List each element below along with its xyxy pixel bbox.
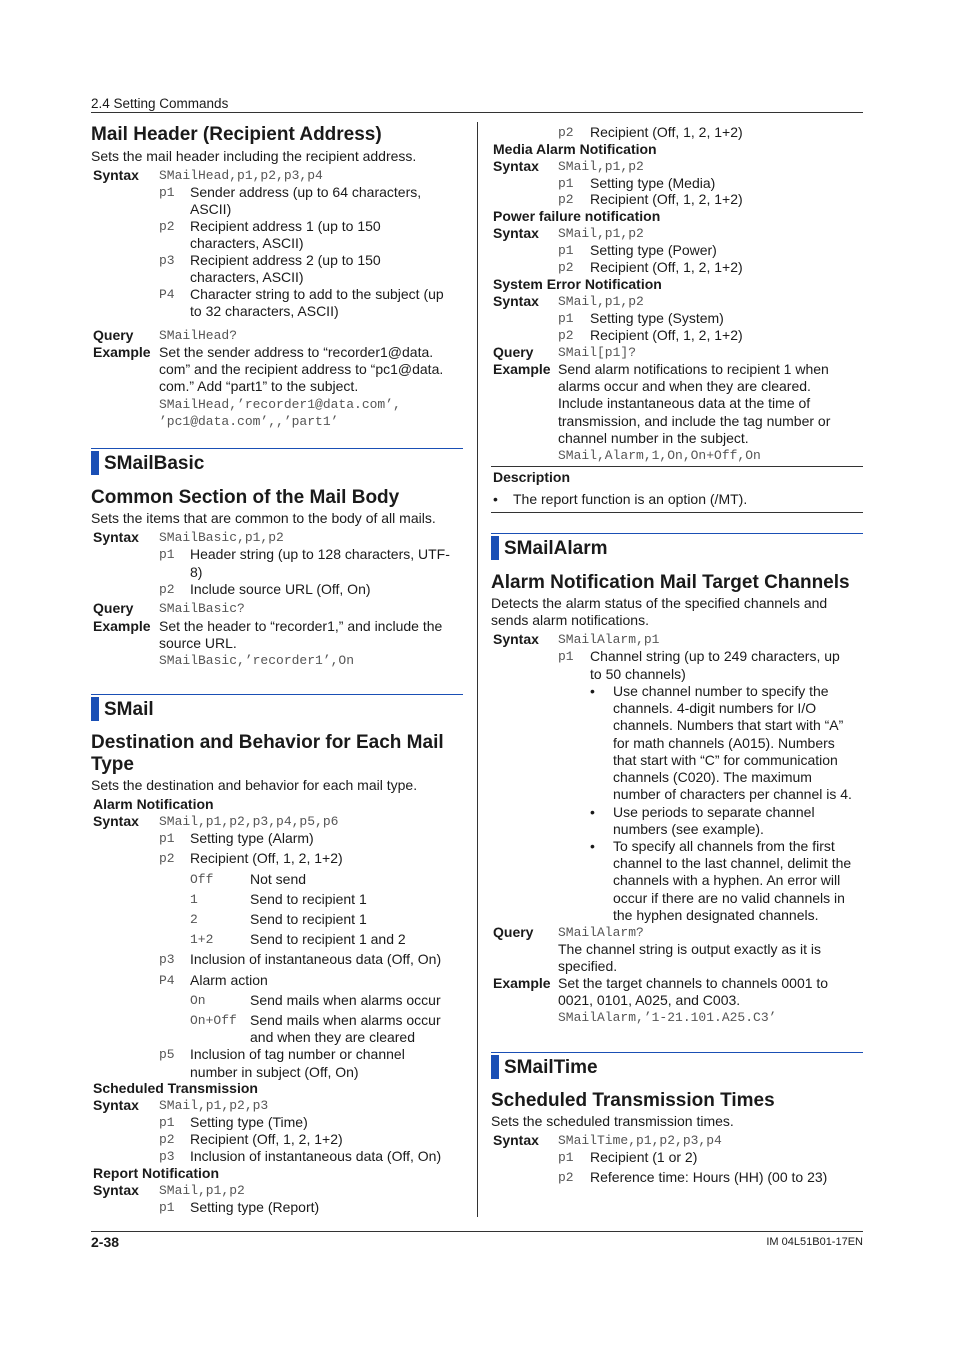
code-text: p3 bbox=[159, 1149, 175, 1164]
body-text: Setting type (Alarm) bbox=[190, 830, 314, 846]
running-header: 2.4 Setting Commands bbox=[91, 96, 229, 111]
code-text: SMail,p1,p2 bbox=[558, 226, 644, 241]
code-text: SMailAlarm? bbox=[558, 925, 644, 940]
field-label: Syntax bbox=[493, 158, 539, 174]
body-text: characters, ASCII) bbox=[190, 235, 304, 251]
field-label: Scheduled Transmission bbox=[93, 1080, 258, 1096]
code-text: SMailHead,p1,p2,p3,p4 bbox=[159, 168, 323, 183]
body-text: Send to recipient 1 and 2 bbox=[250, 931, 406, 947]
field-label: Example bbox=[93, 618, 151, 634]
body-text: Inclusion of instantaneous data (Off, On) bbox=[190, 1148, 442, 1164]
field-label: Syntax bbox=[93, 167, 139, 183]
field-label: Syntax bbox=[493, 631, 539, 647]
code-text: On bbox=[190, 993, 206, 1008]
code-text: SMail,p1,p2,p3 bbox=[159, 1098, 269, 1113]
body-text: Header string (up to 128 characters, UTF- bbox=[190, 546, 450, 562]
section-title: SMailTime bbox=[504, 1057, 598, 1078]
field-label: Syntax bbox=[493, 225, 539, 241]
code-text: p1 bbox=[159, 831, 175, 846]
section-marker bbox=[91, 451, 99, 475]
code-text: SMail,p1,p2,p3,p4,p5,p6 bbox=[159, 814, 339, 829]
code-text: p2 bbox=[159, 219, 175, 234]
code-text: SMail,p1,p2 bbox=[159, 1183, 245, 1198]
section-title: SMail bbox=[104, 699, 154, 720]
field-label: Power failure notification bbox=[493, 208, 661, 224]
field-label: Syntax bbox=[93, 813, 139, 829]
body-text: Recipient (Off, 1, 2, 1+2) bbox=[190, 850, 343, 866]
body-text: channel number in the subject. bbox=[558, 430, 749, 446]
horizontal-rule bbox=[491, 512, 863, 513]
body-text: Include instantaneous data at the time of bbox=[558, 395, 811, 411]
body-text: Sets the items that are common to the body of all mails. bbox=[91, 510, 436, 526]
column-divider bbox=[477, 122, 478, 1217]
code-text: 2 bbox=[190, 912, 198, 927]
body-text: Use channel number to specify the bbox=[613, 683, 829, 699]
section-rule bbox=[491, 1052, 863, 1053]
code-text: p2 bbox=[159, 582, 175, 597]
body-text: Setting type (System) bbox=[590, 310, 724, 326]
body-text: Inclusion of tag number or channel bbox=[190, 1046, 405, 1062]
body-text: Not send bbox=[250, 871, 307, 887]
body-text: characters, ASCII) bbox=[190, 269, 304, 285]
body-text: Inclusion of instantaneous data (Off, On) bbox=[190, 951, 442, 967]
header-rule bbox=[91, 112, 863, 113]
section-rule bbox=[91, 694, 463, 695]
body-text: Recipient address 2 (up to 150 bbox=[190, 252, 381, 268]
topic-heading: Alarm Notification Mail Target Channels bbox=[491, 572, 850, 593]
body-text: for math channels (A015). Numbers bbox=[613, 735, 835, 751]
code-text: SMailBasic,’recorder1’,On bbox=[159, 653, 355, 668]
code-text: p1 bbox=[159, 547, 175, 562]
section-marker bbox=[91, 697, 99, 721]
code-text: p1 bbox=[558, 176, 574, 191]
code-text: p2 bbox=[159, 1132, 175, 1147]
body-text: Setting type (Report) bbox=[190, 1199, 320, 1215]
code-text: p1 bbox=[558, 649, 574, 664]
body-text: Sets the destination and behavior for each mail type. bbox=[91, 777, 418, 793]
page-number: 2-38 bbox=[91, 1234, 120, 1250]
code-text: SMailAlarm,’1-21.101.A25.C3’ bbox=[558, 1010, 777, 1025]
code-text: p1 bbox=[159, 185, 175, 200]
code-text: 1 bbox=[190, 892, 198, 907]
code-text: SMailBasic? bbox=[159, 601, 245, 616]
body-text: Sender address (up to 64 characters, bbox=[190, 184, 422, 200]
field-label: Alarm Notification bbox=[93, 796, 214, 812]
section-marker bbox=[491, 1055, 499, 1079]
body-text: Set the header to “recorder1,” and include the bbox=[159, 618, 443, 634]
code-text: P4 bbox=[159, 973, 175, 988]
body-text: Send to recipient 1 bbox=[250, 911, 367, 927]
body-text: Recipient address 1 (up to 150 bbox=[190, 218, 381, 234]
code-text: SMailBasic,p1,p2 bbox=[159, 530, 284, 545]
body-text: alarms occur and when they are cleared. bbox=[558, 378, 811, 394]
body-text: • bbox=[590, 683, 595, 699]
body-text: Character string to add to the subject (up bbox=[190, 286, 444, 302]
code-text: p1 bbox=[558, 1150, 574, 1165]
body-text: Setting type (Power) bbox=[590, 242, 717, 258]
section-rule bbox=[91, 448, 463, 449]
body-text: 8) bbox=[190, 564, 203, 580]
field-label: Media Alarm Notification bbox=[493, 141, 657, 157]
field-label: Syntax bbox=[493, 1132, 539, 1148]
body-text: channel to the last channel, delimit the bbox=[613, 855, 852, 871]
section-marker bbox=[491, 536, 499, 560]
body-text: Alarm action bbox=[190, 972, 268, 988]
code-text: 1+2 bbox=[190, 932, 214, 947]
topic-heading: Mail Header (Recipient Address) bbox=[91, 124, 382, 145]
body-text: Use periods to separate channel bbox=[613, 804, 815, 820]
code-text: Off bbox=[190, 872, 214, 887]
field-label: System Error Notification bbox=[493, 276, 662, 292]
field-label: Query bbox=[493, 344, 534, 360]
body-text: numbers (see example). bbox=[613, 821, 764, 837]
section-title: SMailBasic bbox=[104, 453, 205, 474]
code-text: p1 bbox=[159, 1115, 175, 1130]
code-text: SMailTime,p1,p2,p3,p4 bbox=[558, 1133, 722, 1148]
code-text: p5 bbox=[159, 1047, 175, 1062]
body-text: number in subject (Off, On) bbox=[190, 1064, 359, 1080]
code-text: p1 bbox=[159, 1200, 175, 1215]
body-text: Send mails when alarms occur bbox=[250, 992, 441, 1008]
section-heading bbox=[91, 697, 463, 721]
body-text: The channel string is output exactly as it is bbox=[558, 941, 822, 957]
body-text: specified. bbox=[558, 958, 618, 974]
body-text: channels with a hyphen. An error will bbox=[613, 872, 841, 888]
code-text: SMail[p1]? bbox=[558, 345, 637, 360]
body-text: the hyphen designated channels. bbox=[613, 907, 819, 923]
body-text: 0021, 0101, A025, and C003. bbox=[558, 992, 741, 1008]
body-text: Set the target channels to channels 0001 to bbox=[558, 975, 829, 991]
code-text: p2 bbox=[159, 851, 175, 866]
section-heading bbox=[491, 536, 863, 560]
code-text: p1 bbox=[558, 311, 574, 326]
body-text: Recipient (Off, 1, 2, 1+2) bbox=[590, 327, 743, 343]
field-label: Example bbox=[493, 975, 551, 991]
document-id: IM 04L51B01-17EN bbox=[766, 1236, 863, 1248]
code-text: SMailAlarm,p1 bbox=[558, 632, 660, 647]
body-text: • bbox=[590, 838, 595, 854]
section-title: SMailAlarm bbox=[504, 538, 608, 559]
body-text: channels. 4-digit numbers for I/O bbox=[613, 700, 817, 716]
code-text: p3 bbox=[159, 253, 175, 268]
body-text: To specify all channels from the first bbox=[613, 838, 835, 854]
body-text: Setting type (Time) bbox=[190, 1114, 308, 1130]
body-text: Channel string (up to 249 characters, up bbox=[590, 648, 840, 664]
code-text: SMailHead,’recorder1@data.com’, bbox=[159, 397, 401, 412]
footer-rule bbox=[91, 1231, 863, 1232]
field-label: Syntax bbox=[93, 1097, 139, 1113]
field-label: Example bbox=[493, 361, 551, 377]
body-text: Detects the alarm status of the specified channels and bbox=[491, 595, 828, 611]
field-label: Description bbox=[493, 469, 571, 485]
field-label: Syntax bbox=[93, 529, 139, 545]
field-label: Query bbox=[93, 600, 134, 616]
code-text: p3 bbox=[159, 952, 175, 967]
topic-heading: Scheduled Transmission Times bbox=[491, 1090, 775, 1111]
body-text: channels. Numbers that start with “A” bbox=[613, 717, 844, 733]
body-text: Send to recipient 1 bbox=[250, 891, 367, 907]
body-text: Recipient (Off, 1, 2, 1+2) bbox=[590, 259, 743, 275]
body-text: Send alarm notifications to recipient 1 when bbox=[558, 361, 829, 377]
body-text: occur if there are no valid channels in bbox=[613, 890, 845, 906]
field-label: Example bbox=[93, 344, 151, 360]
field-label: Report Notification bbox=[93, 1165, 219, 1181]
topic-heading: Common Section of the Mail Body bbox=[91, 487, 400, 508]
code-text: p2 bbox=[558, 1170, 574, 1185]
section-heading bbox=[91, 451, 463, 475]
field-label: Syntax bbox=[93, 1182, 139, 1198]
code-text: p2 bbox=[558, 328, 574, 343]
body-text: to 32 characters, ASCII) bbox=[190, 303, 339, 319]
code-text: p2 bbox=[558, 260, 574, 275]
field-label: Query bbox=[93, 327, 134, 343]
field-label: Syntax bbox=[493, 293, 539, 309]
body-text: • bbox=[493, 491, 498, 507]
body-text: Reference time: Hours (HH) (00 to 23) bbox=[590, 1169, 828, 1185]
body-text: transmission, and include the tag number or bbox=[558, 413, 831, 429]
body-text: sends alarm notifications. bbox=[491, 612, 649, 628]
body-text: com” and the recipient address to “pc1@data. bbox=[159, 361, 444, 377]
body-text: ASCII) bbox=[190, 201, 232, 217]
body-text: Recipient (1 or 2) bbox=[590, 1149, 698, 1165]
code-text: SMail,p1,p2 bbox=[558, 294, 644, 309]
topic-heading: Destination and Behavior for Each Mail bbox=[91, 732, 444, 753]
code-text: P4 bbox=[159, 287, 175, 302]
code-text: On+Off bbox=[190, 1013, 237, 1028]
code-text: ’pc1@data.com’,,’part1’ bbox=[159, 414, 339, 429]
body-text: • bbox=[590, 804, 595, 820]
code-text: SMail,Alarm,1,On,On+Off,On bbox=[558, 448, 761, 463]
body-text: source URL. bbox=[159, 635, 237, 651]
body-text: number of characters per channel is 4. bbox=[613, 786, 852, 802]
code-text: p1 bbox=[558, 243, 574, 258]
body-text: and when they are cleared bbox=[250, 1029, 415, 1045]
code-text: p2 bbox=[558, 125, 574, 140]
body-text: that start with “C” for communication bbox=[613, 752, 838, 768]
horizontal-rule bbox=[491, 466, 863, 467]
code-text: SMailHead? bbox=[159, 328, 238, 343]
body-text: Include source URL (Off, On) bbox=[190, 581, 371, 597]
body-text: Recipient (Off, 1, 2, 1+2) bbox=[590, 124, 743, 140]
topic-heading: Type bbox=[91, 754, 134, 775]
body-text: com.” Add “part1” to the subject. bbox=[159, 378, 359, 394]
body-text: Send mails when alarms occur bbox=[250, 1012, 441, 1028]
body-text: Sets the scheduled transmission times. bbox=[491, 1113, 734, 1129]
section-heading bbox=[491, 1055, 863, 1079]
body-text: Setting type (Media) bbox=[590, 175, 716, 191]
body-text: to 50 channels) bbox=[590, 666, 686, 682]
body-text: Sets the mail header including the recipient address. bbox=[91, 148, 417, 164]
body-text: channels (C020). The maximum bbox=[613, 769, 812, 785]
body-text: Set the sender address to “recorder1@data. bbox=[159, 344, 434, 360]
body-text: Recipient (Off, 1, 2, 1+2) bbox=[590, 191, 743, 207]
body-text: Recipient (Off, 1, 2, 1+2) bbox=[190, 1131, 343, 1147]
body-text: The report function is an option (/MT). bbox=[513, 491, 748, 507]
code-text: p2 bbox=[558, 192, 574, 207]
code-text: SMail,p1,p2 bbox=[558, 159, 644, 174]
field-label: Query bbox=[493, 924, 534, 940]
section-rule bbox=[491, 533, 863, 534]
